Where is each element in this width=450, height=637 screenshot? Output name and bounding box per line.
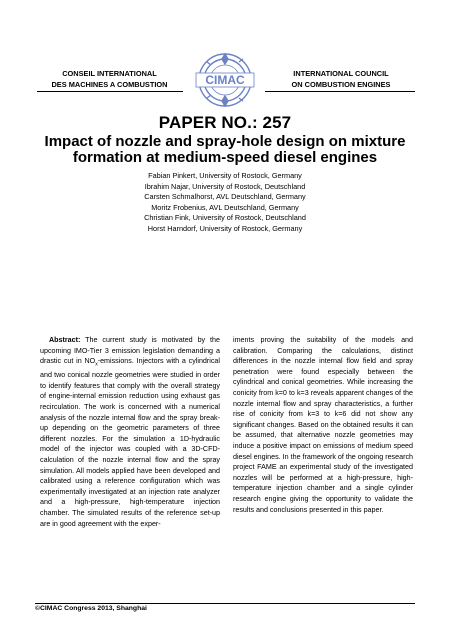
header-left-line2: DES MACHINES A COMBUSTION — [51, 80, 168, 89]
header-right-rule — [265, 91, 415, 92]
cimac-logo — [188, 48, 262, 112]
nox-subscript: x — [95, 361, 98, 368]
header-right-line1: INTERNATIONAL COUNCIL — [293, 69, 389, 78]
header-left-rule — [37, 91, 183, 92]
abstract-text-a: The current study is motivated by the upcoming IMO-Tier 3 emission legislation demanding a drastic cut in NO — [40, 336, 220, 366]
author: Fabian Pinkert, University of Rostock, Germany — [148, 171, 302, 180]
title-line-1: Impact of nozzle and spray-hole design on mixture — [44, 133, 406, 150]
abstract-right-column: iments proving the suitability of the models and calibration. Comparing the calculations, distinct differences in the nozzle internal flow field and spray penetration were found especially between the cylindrical and conical geometries. While increasing the conicity from k=0 to k=3 reveals apparent changes of the nozzle internal flow and spray characteristics, a further rise of conicity from k=3 to k=6 did not show any significant changes. Based on the obtained results it can be assumed, that alternative nozzle geometries may induce a positive impact on emissions of medium speed diesel engines. In the framework of the ongoing research project FAME an experimental study of the investigated nozzles will be performed at a high-pressure, high-temperature injection chamber and a single cylinder research engine giving the opportunity to validate the results and conclusions presented in this paper. — [233, 336, 413, 514]
footer-rule — [35, 603, 415, 604]
author: Moritz Frobenius, AVL Deutschland, Germany — [151, 202, 299, 212]
paper-title — [20, 134, 430, 166]
title-line-2: formation at medium-speed diesel engines — [72, 149, 378, 166]
logo-text: CIMAC — [205, 73, 245, 87]
author: Ibrahim Najar, University of Rostock, Deutschland — [144, 181, 306, 191]
abstract-label: Abstract: — [49, 336, 81, 344]
author-list — [0, 171, 450, 235]
footer-copyright: ©CIMAC Congress 2013, Shanghai — [35, 605, 147, 612]
header-left-line1: CONSEIL INTERNATIONAL — [62, 69, 157, 78]
header-left — [37, 68, 182, 90]
header-right-line2: ON COMBUSTION ENGINES — [291, 80, 391, 89]
author: Horst Harndorf, University of Rostock, Germany — [147, 223, 303, 233]
paper-number: PAPER NO.: 257 — [158, 113, 292, 132]
abstract-left-column — [40, 335, 220, 529]
author: Carsten Schmalhorst, AVL Deutschland, Germany — [144, 192, 306, 202]
abstract-text-b: -emissions. Injectors with a cylindrical and two conical nozzle geometries were studied in order to identify features that comply with the overall strategy of engine-internal emission reduction using exhaust gas recirculation. The work is concerned with a numerical analysis of the nozzle internal flow and the spray break-up depending on the geometric parameters of three different nozzles. For the simulation a 1D-hydraulic model of the injector was coupled with a 3D-CFD-calculation of the nozzle internal flow and the spray simulation. All models applied have been developed and calibrated using a reference configuration which was experimentally investigated at an injection rate analyzer and a high-pressure, high-temperature injection chamber. The simulated results of the reference set-up are in good agreement with the exper- — [40, 357, 220, 528]
author: Christian Fink, University of Rostock, Deutschland — [144, 213, 306, 223]
header-right — [266, 68, 416, 90]
